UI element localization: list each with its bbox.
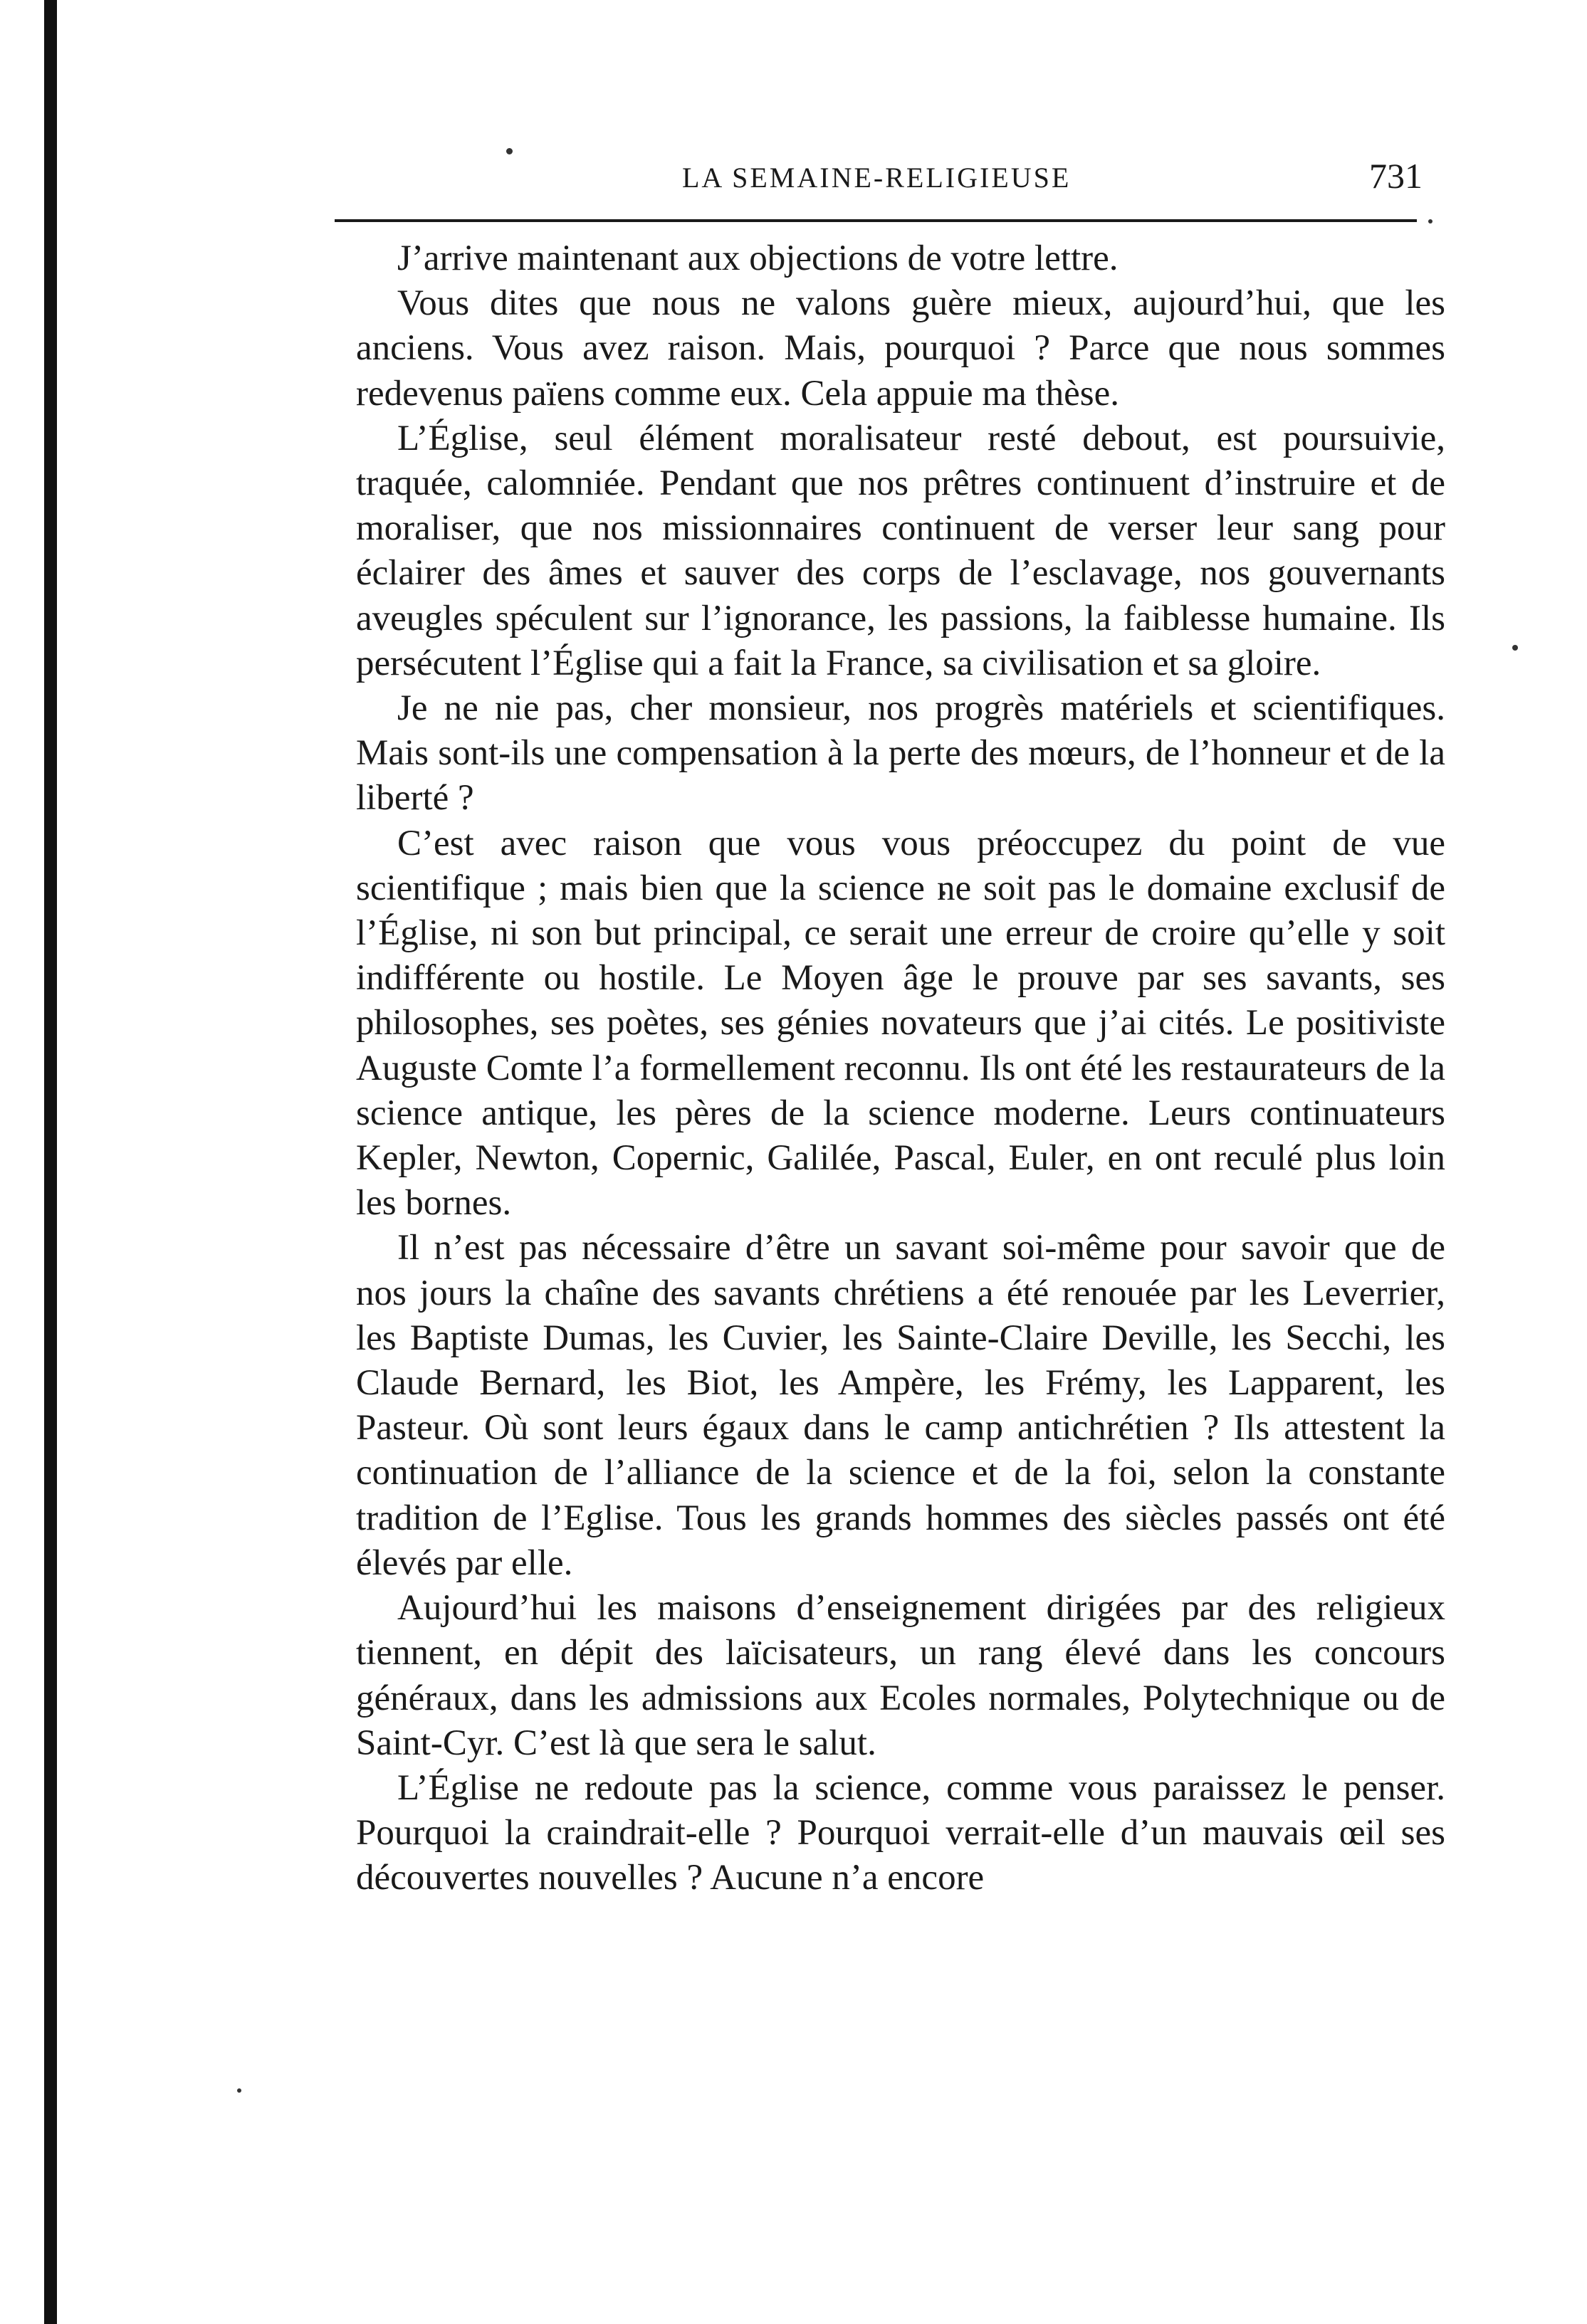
scan-speck [1512,645,1518,651]
page-header [347,155,1437,205]
header-rule [335,219,1417,222]
paragraph: L’Église ne redoute pas la science, comme vous paraissez le penser. Pourquoi la craindrait-elle ? Pourquoi verrait-elle d’un mauvais œil ses découvertes nouvelles ? Aucune n’a encore [356,1767,1445,1898]
scan-binding-edge [44,0,57,2324]
scan-speck [1428,219,1433,224]
paragraph: J’arrive maintenant aux objections de votre lettre. [397,238,1119,278]
body-text [356,236,1445,1901]
scan-speck [237,2088,241,2093]
paragraph: Je ne nie pas, cher monsieur, nos progrès matériels et scientifiques. Mais sont-ils une compensation à la perte des mœurs, de l’honneur et de la liberté ? [356,688,1445,819]
paragraph: L’Église, seul élément moralisateur resté debout, est poursuivie, traquée, calomniée. Pendant que nos prêtres continuent d’instruire et de moraliser, que nos missionnaires continuent de verser leur sang pour éclairer des âmes et sauver des corps de l’esclavage, nos gouvernants aveugles spéculent sur l’ignorance, les passions, la faiblesse humaine. Ils persécutent l’Église qui a fait la France, sa civilisation et sa gloire. [356,418,1445,683]
scan-speck [506,148,513,154]
page-number: 731 [1369,156,1423,196]
paragraph: Aujourd’hui les maisons d’enseignement dirigées par des religieux tiennent, en dépit des laïcisateurs, un rang élevé dans les concours généraux, dans les admissions aux Ecoles normales, Polytechnique ou de Saint-Cyr. C’est là que sera le salut. [356,1588,1445,1763]
paragraph: Vous dites que nous ne valons guère mieux, aujourd’hui, que les anciens. Vous avez raison. Mais, pourquoi ? Parce que nous sommes redevenus païens comme eux. Cela appuie ma thèse. [356,283,1445,414]
paragraph: Il n’est pas nécessaire d’être un savant soi-même pour savoir que de nos jours la chaîne des savants chrétiens a été renouée par les Leverrier, les Baptiste Dumas, les Cuvier, les Sainte-Claire Deville, les Secchi, les Claude Bernard, les Biot, les Ampère, les Frémy, les Lapparent, les Pasteur. Où sont leurs égaux dans le camp antichrétien ? Ils attestent la continuation de l’alliance de la science et de la foi, selon la constante tradition de l’Eglise. Tous les grands hommes des siècles passés ont été élevés par elle. [356,1228,1445,1583]
paragraph: C’est avec raison que vous vous préoccupez du point de vue scientifique ; mais bien que la science ne soit pas le domaine exclusif de l’Église, ni son but principal, ce serait une erreur de croire qu’elle y soit indifférente ou hostile. Le Moyen âge le prouve par ses savants, ses philosophes, ses poètes, ses génies novateurs que j’ai cités. Le positiviste Auguste Comte l’a formellement reconnu. Ils ont été les restaurateurs de la science antique, les pères de la science moderne. Leurs continuateurs Kepler, Newton, Copernic, Galilée, Pascal, Euler, en ont reculé plus loin les bornes. [356,823,1445,1224]
running-title: LA SEMAINE-RELIGIEUSE [682,162,1072,194]
